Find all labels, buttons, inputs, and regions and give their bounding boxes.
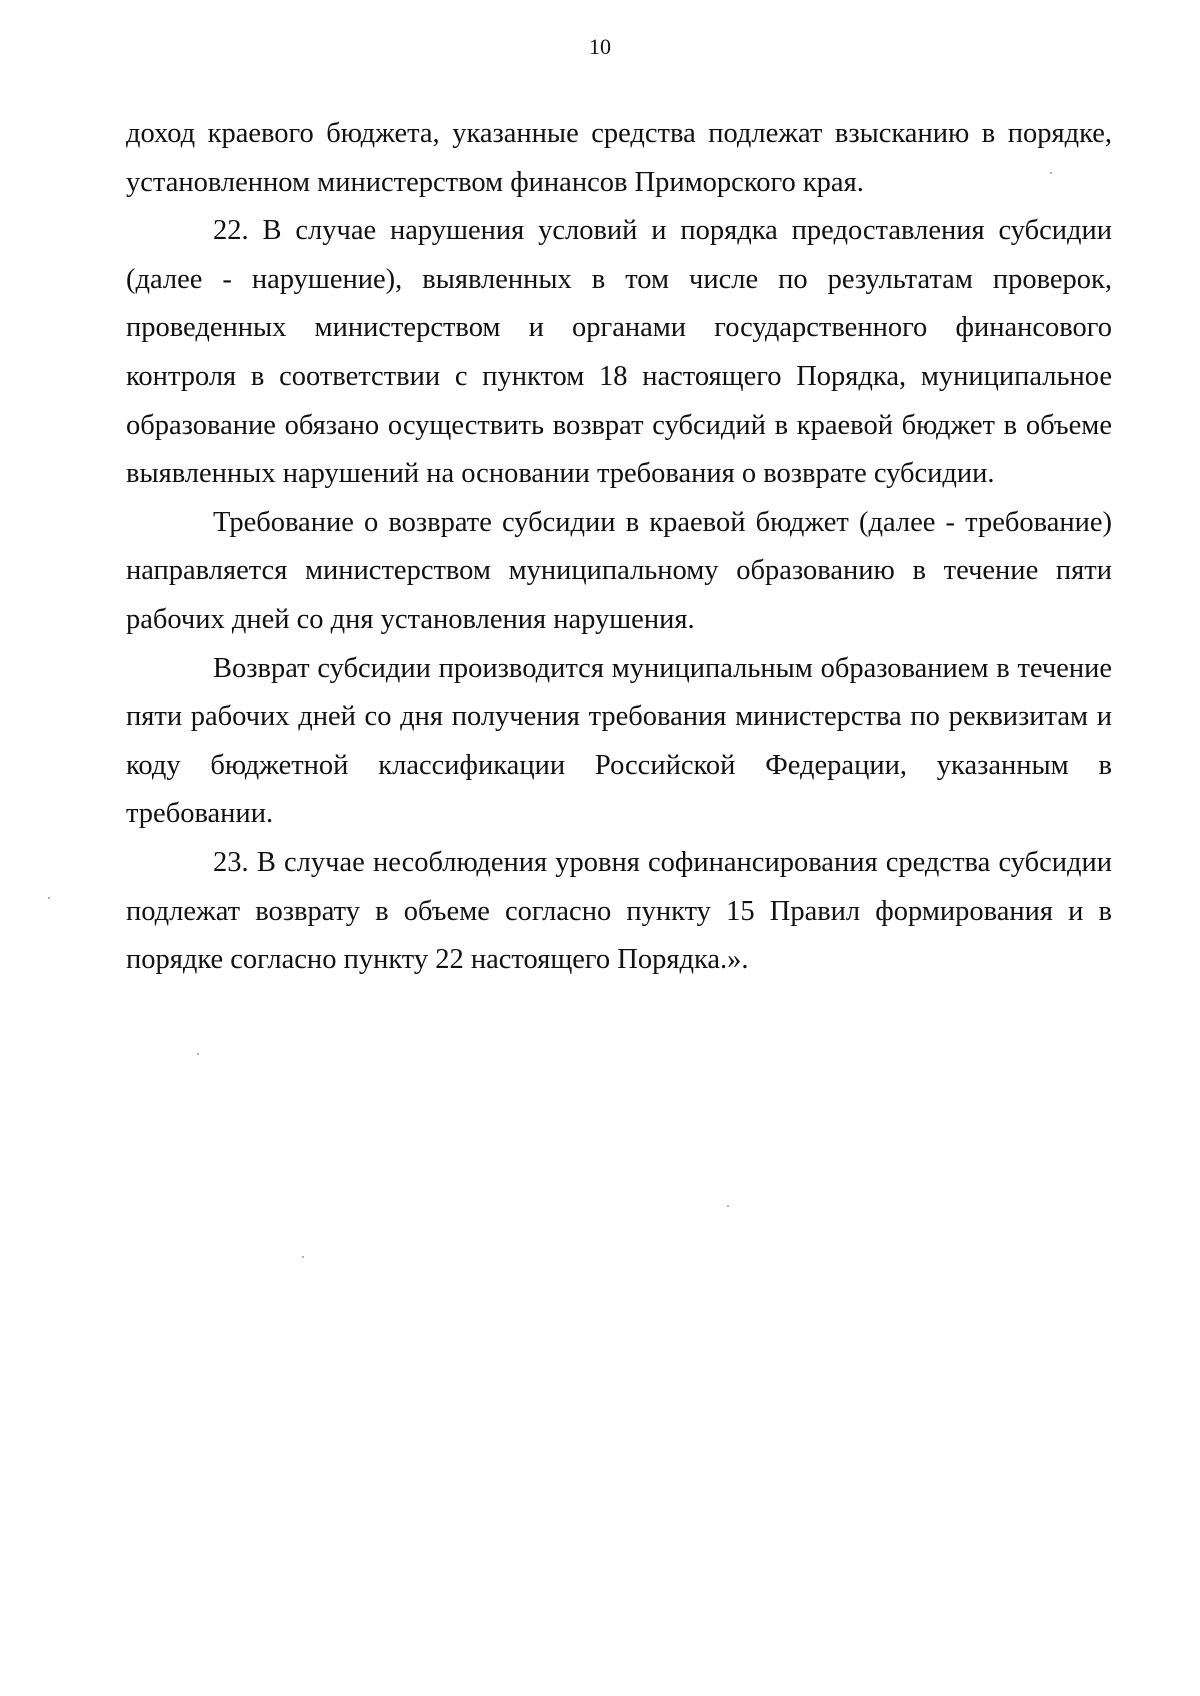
paragraph-clause-23: 23. В случае несоблюдения уровня софинансирования средства субсидии подлежат возврату в объеме согласно пункту 15 Правил формирования и в порядке согласно пункту 22 настоящего Порядка.». [126,846,1112,976]
scan-speck [1050,172,1052,174]
page-number: 10 [589,34,611,59]
scan-speck [48,897,50,899]
paragraph-refund: Возврат субсидии производится муниципальным образованием в течение пяти рабочих дней со дня получения требования министерства по реквизитам и коду бюджетной классификации Российской Федерации, указанным в требовании. [126,652,1112,830]
scan-speck [727,1205,729,1207]
paragraph-clause-22: 22. В случае нарушения условий и порядка предоставления субсидии (далее - нарушение), выявленных в том числе по результатам проверок, проведенных министерством и органами государственного финансового контроля в соответствии с пунктом 18 настоящего Порядка, муниципальное образование обязано осуществить возврат субсидий в краевой бюджет в объеме выявленных нарушений на основании требования о возврате субсидии. [126,215,1112,490]
paragraph-requirement: Требование о возврате субсидии в краевой бюджет (далее - требование) направляется министерством муниципальному образованию в течение пяти рабочих дней со дня установления нарушения. [126,506,1112,635]
scan-speck [197,1053,199,1055]
paragraph-continuation: доход краевого бюджета, указанные средства подлежат взысканию в порядке, установленном министерством финансов Приморского края. [126,118,1112,198]
scan-speck [302,1256,304,1258]
document-body [126,110,1112,985]
